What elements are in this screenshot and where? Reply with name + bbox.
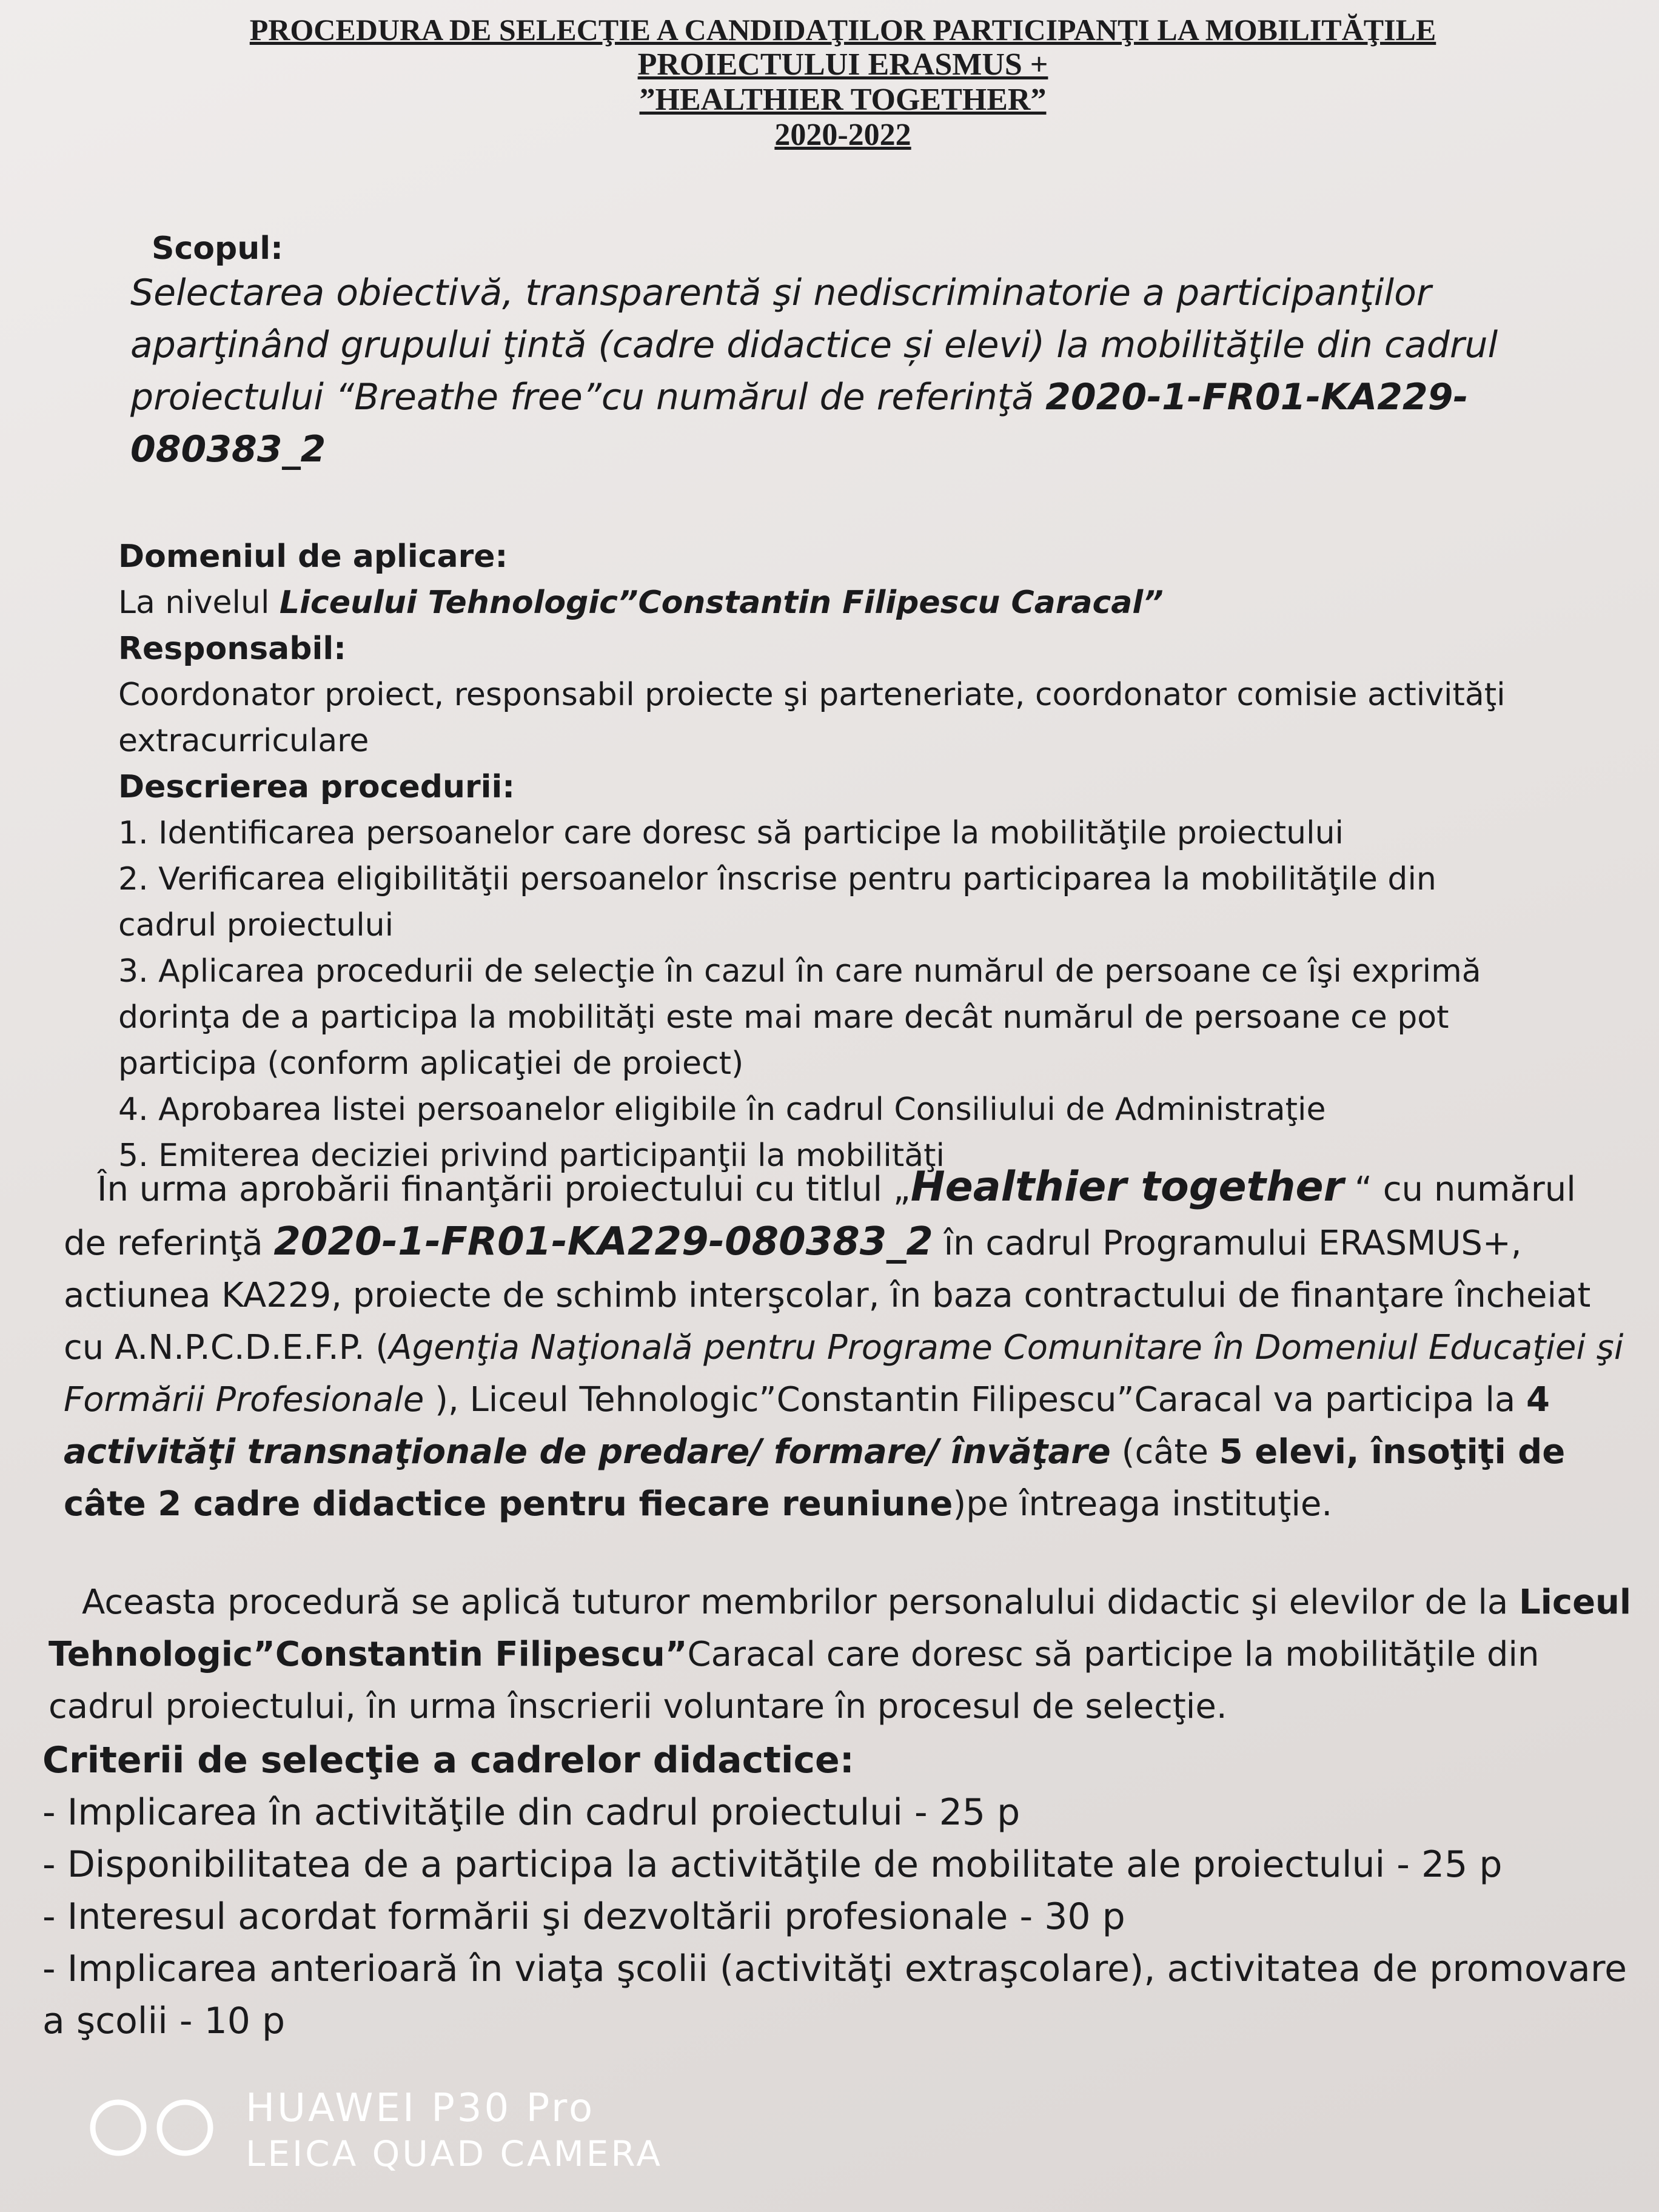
- p2-school: Liceul Tehnologic”Constantin Filipescu”: [49, 1583, 1632, 1674]
- criterii-item-4: - Implicarea anterioară în viaţa şcolii (activităţi extraşcolare), activitatea de promovare a şcolii - 10 p: [42, 1948, 1627, 2042]
- descrierea-label: Descrierea procedurii:: [118, 769, 515, 805]
- header-title: PROCEDURA DE SELECŢIE A CANDIDAŢILOR PARTICIPANŢI LA MOBILITĂŢILE: [249, 13, 1436, 47]
- paragraph-scope: [49, 1577, 1637, 1733]
- criterii-item-3: - Interesul acordat formării şi dezvoltării profesionale - 30 p: [42, 1895, 1125, 1938]
- domeniul-prefix: La nivelul: [118, 585, 280, 621]
- watermark-camera: LEICA QUAD CAMERA: [246, 2133, 663, 2174]
- p1-text-3: în cadrul Programului ERASMUS+, actiunea KA229, proiecte de schimb interşcolar, în baza contractului de finanţare încheiat cu A.N.P.C.D.E.F.P. (: [64, 1224, 1591, 1367]
- domeniul-text: [118, 580, 1574, 626]
- p1-text-4: ), Liceul Tehnologic”Constantin Filipescu”Caracal va participa la: [424, 1380, 1527, 1419]
- p1-ref: 2020-1-FR01-KA229-080383_2: [273, 1219, 933, 1264]
- responsabil-label: Responsabil:: [118, 631, 346, 667]
- step-4: 4. Aprobarea listei persoanelor eligibile în cadrul Consiliului de Administraţie: [118, 1091, 1326, 1128]
- p2-text-1: Aceasta procedură se aplică tuturor membrilor personalului didactic şi elevilor de la: [82, 1583, 1519, 1622]
- step-5: 5. Emiterea deciziei privind participanţii la mobilităţi: [118, 1138, 945, 1174]
- p1-text-1: În urma aprobării finanţării proiectului cu titlul „: [97, 1170, 911, 1209]
- header-years: 2020-2022: [774, 118, 911, 152]
- header-project: PROIECTULUI ERASMUS +: [637, 47, 1048, 82]
- step-2: 2. Verificarea eligibilităţii persoanelor înscrise pentru participarea la mobilităţile din cadrul proiectului: [118, 861, 1436, 943]
- criterii-item-2: - Disponibilitatea de a participa la activităţile de mobilitate ale proiectului - 25 p: [42, 1843, 1503, 1886]
- domeniul-label: Domeniul de aplicare:: [118, 538, 508, 575]
- step-3: 3. Aplicarea procedurii de selecţie în cazul în care numărul de persoane ce îşi exprimă dorinţa de a participa la mobilităţi este mai mare decât numărul de persoane ce pot participa (conform aplicaţiei de proiect): [118, 953, 1481, 1082]
- dual-circle-logo-icon: [85, 2094, 224, 2161]
- criterii-section: [42, 1734, 1643, 2047]
- criterii-label: Criterii de selecţie a cadrelor didactice:: [42, 1739, 854, 1781]
- scopul-label: Scopul:: [152, 230, 283, 267]
- scopul-ref: 2020-1-FR01-KA229-080383_2: [130, 376, 1469, 471]
- responsabil-text: Coordonator proiect, responsabil proiecte şi parteneriate, coordonator comisie activităţi extracurriculare: [118, 677, 1506, 759]
- document-header: [164, 12, 1522, 153]
- p2-text-2: Caracal care doresc să participe la mobilităţile din cadrul proiectului, în urma înscrierii voluntare în procesul de selecţie.: [49, 1635, 1540, 1726]
- p1-project-title: Healthier together: [910, 1163, 1344, 1211]
- p1-students: 5 elevi, însoţiţi de câte 2 cadre didactice pentru fiecare reuniune: [64, 1432, 1566, 1524]
- scopul-text: [130, 267, 1501, 475]
- p1-text-6: )pe întreaga instituţie.: [953, 1484, 1333, 1524]
- p1-text-2: “ cu numărul de referinţă: [64, 1170, 1576, 1263]
- scopul-body: Selectarea obiectivă, transparentă şi nediscriminatorie a participanţilor aparţinând grupului ţintă (cadre didactice și elevi) la mobilităţile din cadrul proiectului “Breathe free”cu numărul de referinţă: [130, 272, 1498, 418]
- paragraph-financing: [64, 1161, 1628, 1530]
- header-project-name: ”HEALTHIER TOGETHER”: [639, 82, 1047, 117]
- domeniul-section: [118, 534, 1574, 1179]
- scopul-label-wrap: [152, 230, 283, 267]
- domeniul-school: Liceului Tehnologic”Constantin Filipescu Caracal”: [279, 585, 1164, 621]
- step-1: 1. Identificarea persoanelor care doresc să participe la mobilităţile proiectului: [118, 815, 1344, 851]
- p1-agency: Agenţia Naţională pentru Programe Comunitare în Domeniul Educaţiei şi Formării Profesionale: [64, 1328, 1624, 1419]
- watermark-model: HUAWEI P30 Pro: [246, 2086, 595, 2131]
- p1-activities: activităţi transnaţionale de predare/ formare/ învăţare: [64, 1432, 1111, 1472]
- p1-text-5: (câte: [1110, 1432, 1219, 1472]
- criterii-item-1: - Implicarea în activităţile din cadrul proiectului - 25 p: [42, 1791, 1021, 1834]
- p1-count: 4: [1526, 1380, 1550, 1419]
